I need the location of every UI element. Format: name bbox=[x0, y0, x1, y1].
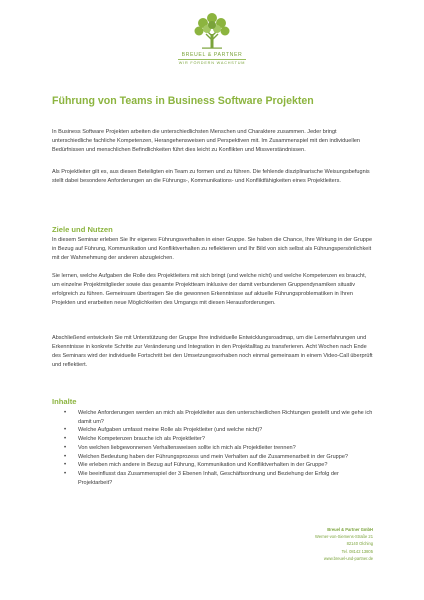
phone: Tel. 08142 13805 bbox=[341, 548, 373, 554]
bullet-icon: • bbox=[64, 453, 67, 460]
intro-paragraph-1: In Business Software Projekten arbeiten die unterschiedlichsten Menschen und Charaktere zusammen. Jeder bringt unterschiedliche fachliche Kompetenzen, Herangehensweisen und Perspektiven mit. Im Zusammenspiel mit den individuellen Bedürfnissen und menschlichen Befindlichkeiten führt dies leicht zu Konflikten und Missverständnissen. bbox=[52, 129, 361, 153]
bullet-icon: • bbox=[64, 444, 67, 451]
brand-tagline: WIR FÖRDERN WACHSTUM bbox=[178, 61, 246, 65]
city: 82140 Olching bbox=[346, 541, 373, 547]
company-name: Breuel & Partner GmbH bbox=[327, 527, 373, 532]
list-item: • Welche Aufgaben umfasst meine Rolle als Projektleiter (und welche nicht)? bbox=[64, 427, 263, 434]
bullet-icon: • bbox=[64, 410, 67, 416]
document-title: Führung von Teams in Business Software Projekten bbox=[52, 95, 314, 107]
list-item: • Von welchen liebgewonnenen Verhaltensweisen sollte ich mich als Projektleiter trennen? bbox=[64, 444, 296, 451]
tree-icon bbox=[192, 12, 232, 50]
website-link[interactable]: www.breuel-und-partner.de bbox=[323, 555, 373, 561]
list-item: • Welche Anforderungen werden an mich als Projektleiter aus den unterschiedlichen Richtungen gestellt und wie gehe ich damit um? bbox=[64, 410, 373, 425]
goals-paragraph-2: Sie lernen, welche Aufgaben die Rolle des Projektleiters mit sich bringt (und welche nicht) und welche Kompetenzen es braucht, um einzelne Projektmitglieder sowie das gesamte Projektteam inklusive der damit verbundenen Gruppendynamiken situativ erfolgreich zu führen. Gemeinsam übertragen Sie die gewonnen Erkenntnisse auf aktuelle Führungsproblematiken in Ihren Projekten und erarbeiten neue Möglichkeiten des Umgangs mit diesen Herausforderungen. bbox=[52, 273, 367, 306]
list-item: • Welchen Bedeutung haben der Führungsprozess und mein Verhalten auf die Zusammenarbeit in der Gruppe? bbox=[64, 453, 349, 460]
goals-heading: Ziele und Nutzen bbox=[52, 225, 113, 234]
list-item: • Wie erleben mich andere in Bezug auf Führung, Kommunikation und Konfliktverhalten in der Gruppe? bbox=[64, 462, 328, 469]
street: Werner-von-Siemens-Straße 21 bbox=[315, 534, 373, 540]
intro-paragraph-2: Als Projektleiter gilt es, aus diesen Beteiligten ein Team zu formen und zu führen. Die fehlende disziplinarische Weisungsbefugnis stellt dabei besondere Anforderungen an die Führungs-, Kommunikations- und Konfliktfähigkeiten eines Projektleiters. bbox=[52, 169, 370, 184]
goals-paragraph-3: Abschließend entwickeln Sie mit Unterstützung der Gruppe Ihre individuelle Entwicklungsroadmap, um die Lernerfahrungen und Erkenntnisse in konkrete Schritte zur Veränderung und Integration in den Projektalltag zu transferieren. Acht Wochen nach Ende des Seminars wird der individuelle Fortschritt bei den Umsetzungsvorhaben noch einmal gemeinsam in einem Video-Call überprüft und reflektiert. bbox=[52, 335, 373, 368]
goals-paragraph-1: In diesem Seminar erleben Sie Ihr eigenes Führungsverhalten in einer Gruppe. Sie haben die Chance, Ihre Wirkung in der Gruppe in Bezug auf Führung, Kommunikation und Konfliktverhalten zu reflektieren und Ihr Bild von sich selbst als Führungspersönlichkeit mit der Wahrnehmung der anderen abzugleichen. bbox=[52, 237, 373, 261]
bullet-icon: • bbox=[64, 427, 67, 434]
list-item: • Wie beeinflusst das Zusammenspiel der 3 Ebenen Inhalt, Geschäftsordnung und Beziehung der Erfolg der Projektarbeit? bbox=[64, 470, 339, 486]
list-item: • Welche Kompetenzen brauche ich als Projektleiter? bbox=[64, 436, 205, 443]
bullet-icon: • bbox=[64, 470, 67, 477]
contents-heading: Inhalte bbox=[52, 397, 77, 406]
bullet-icon: • bbox=[64, 462, 67, 469]
bullet-icon: • bbox=[64, 436, 67, 443]
contents-list bbox=[52, 409, 374, 487]
company-logo bbox=[178, 12, 246, 65]
company-address bbox=[315, 526, 373, 562]
brand-name: BREUEL & PARTNER bbox=[181, 52, 243, 58]
